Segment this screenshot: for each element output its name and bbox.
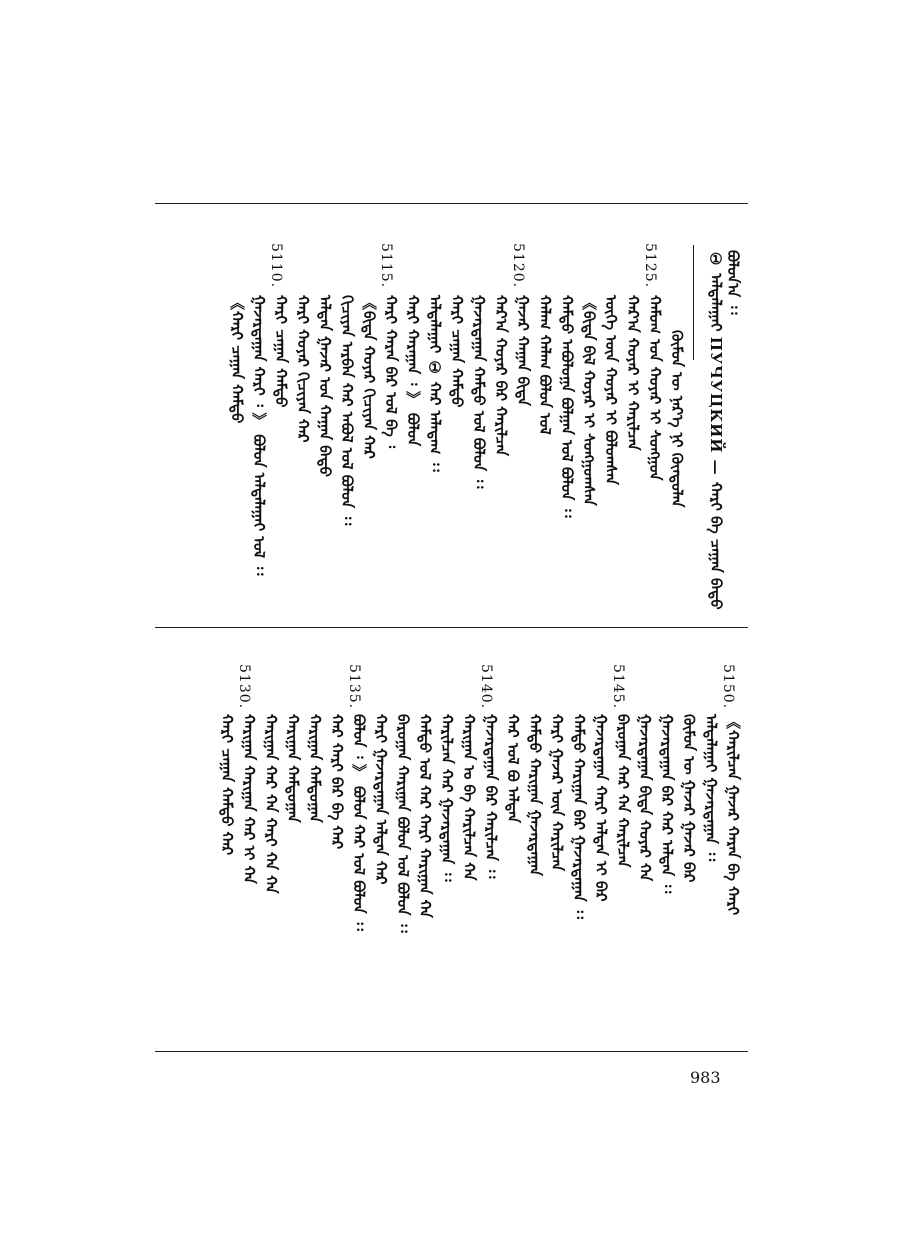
- text-line: ᠬᠠᠷᠢᠭᠠᠨ ᠬᠠᠮᠲᠤᠭᠠᠨ: [306, 714, 324, 823]
- text-line: ᠬᠠᠷ᠎ᠠ ᠬᠣᠶᠠᠷ ᠪᠠᠷ ᠬᠠᠷᠢᠯᠴᠠᠨ: [492, 295, 510, 457]
- text-line: ᠬᠠᠷᠢᠭᠠᠨ ᠤ ᠪᠠ ᠬᠠᠷᠢᠯᠴᠠᠨ ᠬᠠ: [460, 714, 478, 881]
- text-line: ᠪᠠᠷᠤᠭᠠᠨ ᠬᠠᠷᠢᠭᠠᠨ ᠪᠣᠯᠤᠨ ᠤᠯ ᠪᠣᠯᠤᠨ ᠄᠄: [394, 714, 412, 933]
- text-line: ᠦᠭᠡ ᠦᠨ ᠬᠣᠶᠠᠷ ᠢ ᠪᠣᠯᠤᠭᠰᠠᠨ: [602, 295, 620, 485]
- verse-number: 5150.: [720, 664, 736, 710]
- text-line: ᠬᠢᠴᠢᠶᠡᠨ ᠠᠷᠪᠠᠨ ᠬᠠᠷ ᠠᠪᠤᠯ ᠤᠯ ᠪᠣᠯᠤᠨ ᠄᠄: [338, 295, 356, 526]
- footnote-separator: [693, 245, 694, 360]
- text-line: ᠬᠠᠷᠢᠭᠠᠨ ᠬᠠᠷᠢᠭᠠᠨ ᠬᠠᠷ ᠢ ᠬᠠ: [240, 714, 258, 884]
- text-line: ᠬᠦᠮᠦᠨ ᠦ ᠨᠡᠷ᠎ᠡ ᠨᠢ ᠬᠦᠨᠳᠦᠯᠡᠨ: [668, 330, 686, 508]
- text-line: 《ᠪᠢᠳᠡ ᠬᠣᠶᠠᠷ ᠬᠢᠴᠢᠶᠡᠨ ᠬᠠᠷ: [360, 295, 378, 459]
- middle-rule: [155, 627, 748, 628]
- text-line: ᠬᠠᠷᠢ ᠴᠠᠭᠠᠨ ᠬᠠᠮᠲᠤ ᠬᠠᠷ: [218, 714, 236, 856]
- text-line: ᠬᠠᠮᠲᠤ ᠬᠠᠷᠢᠭᠠᠨ ᠭᠠᠵᠠᠷᠲᠠᠭᠠᠨ: [526, 714, 544, 876]
- verse-number: 5140.: [478, 664, 494, 710]
- verse-number: 5120.: [510, 243, 526, 289]
- top-rule: [155, 203, 748, 204]
- verse-number: 5145.: [610, 664, 626, 710]
- text-line: ᠭᠠᠵᠠᠷᠲᠠᠭᠠᠨ ᠬᠠᠷᠢ ᠠᠯᠲᠠᠨ ᠢ ᠪᠠᠷ: [592, 714, 610, 902]
- text-line: 《ᠬᠠᠷᠢᠯᠴᠠᠨ ᠭᠠᠵᠠᠷ ᠬᠠᠷᠠᠨ ᠪᠠ ᠬᠠᠷᠢ: [724, 714, 742, 916]
- verse-number: 5135.: [346, 664, 362, 710]
- verse-number: 5125.: [642, 243, 658, 289]
- text-line: ᠬᠠᠷᠢ ᠭᠠᠵᠠᠷ ᠦᠨ ᠬᠠᠷᠢᠯᠴᠠᠨ: [548, 714, 566, 872]
- verse-number: 5115.: [378, 243, 394, 289]
- text-line: ᠭᠠᠵᠠᠷᠲᠠᠭᠠᠨ ᠪᠠᠷ ᠬᠠᠷᠢᠯᠴᠠᠨ ᠄᠄: [482, 714, 500, 879]
- text-line: ᠬᠠᠷᠢ ᠬᠠᠷᠠᠨ ᠪᠠᠷ ᠤᠯ ᠪᠠ ᠄: [382, 295, 400, 449]
- text-line: ᠬᠠᠮᠲᠤ ᠤᠯ ᠬᠠᠷ ᠬᠠᠷᠢ ᠬᠠᠷᠢᠭᠠᠨ ᠬᠠ: [416, 714, 434, 918]
- text-line: ᠬᠠᠷᠢ ᠴᠠᠭᠠᠨ ᠬᠠᠮᠲᠤ: [272, 295, 290, 408]
- text-line: ᠬᠠᠷᠢ ᠬᠠᠷᠠᠭᠠᠨ ᠄ 》 ᠪᠣᠯᠤᠨ: [404, 295, 422, 447]
- text-line: ᠪᠣᠯᠤᠨ ᠄ 》 ᠪᠣᠯᠤᠨ ᠬᠠᠷ ᠤᠯ ᠪᠣᠯᠤᠨ ᠄᠄: [350, 714, 368, 931]
- text-line: ᠠᠯᠲᠠᠨ ᠭᠠᠵᠠᠷ ᠤᠨ ᠬᠠᠭᠠᠨ ᠪᠠᠲᠤ: [316, 295, 334, 477]
- text-line: ᠬᠠᠷᠢ ᠴᠠᠭᠠᠨ ᠬᠠᠮᠲᠤ: [448, 295, 466, 408]
- text-line: ᠬᠠᠷᠢ ᠭᠠᠵᠠᠷᠲᠠᠭᠠᠨ ᠠᠯᠲᠠᠨ ᠬᠠᠷ: [372, 714, 390, 885]
- text-line: ᠠᠯᠲᠠᠯᠠᠭᠠᠢ ᠭᠠᠵᠠᠷᠲᠠᠭᠠᠨ ᠄᠄: [702, 714, 720, 862]
- text-line: ᠭᠠᠵᠠᠷ ᠬᠠᠭᠠᠨ ᠪᠢᠳᠡ: [514, 295, 532, 406]
- text-line: ᠬᠠᠷᠢᠭᠠᠨ ᠬᠠᠮᠲᠤᠭᠠᠨ: [284, 714, 302, 823]
- text-line: ᠪᠣᠯᠣᠨ᠎ᠠ ᠄᠄: [724, 250, 742, 315]
- text-line: ᠬᠠᠮᠲᠤ ᠬᠠᠷᠢᠭᠠᠨ ᠪᠠᠷ ᠭᠠᠵᠠᠷᠲᠠᠭᠠᠨ ᠄᠄: [570, 714, 588, 919]
- text-line: ᠭᠠᠵᠠᠷᠲᠠᠭᠠᠨ ᠬᠠᠮᠲᠤ ᠤᠯ ᠪᠣᠯᠤᠨ ᠄᠄: [470, 295, 488, 489]
- bottom-rule: [155, 1051, 748, 1052]
- text-line: ᠪᠠᠷᠤᠭᠠᠨ ᠬᠠᠷ ᠬᠠ ᠬᠠᠷᠢᠯᠴᠠᠨ: [614, 714, 632, 868]
- text-line: ᠬᠠᠮᠲᠤ ᠠᠪᠤᠯᠤᠭᠠ ᠪᠣᠯᠭᠠᠨ ᠤᠯ ᠪᠣᠯᠤᠨ ᠄᠄: [558, 295, 576, 518]
- text-line: 《ᠬᠠᠷᠢ ᠴᠠᠭᠠᠨ ᠬᠠᠮᠲᠤ: [228, 295, 246, 424]
- verse-number: 5130.: [236, 664, 252, 710]
- text-line: 《ᠪᠢᠳᠡ ᠪᠢᠯ ᠬᠣᠶᠠᠷ ᠢ ᠰᠣᠩᠭᠣᠭᠰᠠᠨ: [580, 295, 598, 506]
- text-line: ᠬᠠᠷ᠎ᠠ ᠬᠣᠶᠠᠷ ᠢ ᠬᠠᠷᠢᠯᠴᠠᠨ: [624, 295, 642, 451]
- page-number: 983: [690, 1068, 721, 1087]
- text-line: ᠭᠠᠵᠠᠷᠲᠠᠭᠠᠨ ᠪᠠᠷ ᠬᠠᠷ ᠠᠯᠲᠠᠨ ᠄᠄: [658, 714, 676, 894]
- text-line: ᠬᠠᠯᠠᠭ ᠬᠠᠯᠠᠭ ᠪᠣᠯᠤᠨ ᠤᠯ: [536, 295, 554, 435]
- footnote-line: ① ᠠᠯᠲᠠᠯᠠᠭᠠᠢ ПУЧУЦКИЙ — ᠬᠠᠷᠢ ᠪᠠ ᠴᠠᠭᠠᠨ ᠪᠠᠲᠤ: [707, 250, 725, 610]
- text-line: ᠬᠠᠷᠢ ᠬᠣᠶᠠᠷ ᠬᠢᠴᠢᠶᠡᠨ ᠬᠠᠷ: [294, 295, 312, 443]
- verse-number: 5110.: [268, 243, 284, 289]
- text-line: ᠭᠠᠵᠠᠷᠲᠠᠭᠠᠨ ᠪᠢᠳᠡ ᠬᠣᠶᠠᠷ ᠬᠠ: [636, 714, 654, 882]
- text-line: ᠬᠠᠮᠤᠭ ᠤᠨ ᠬᠣᠶᠠᠷ ᠢ ᠰᠣᠩᠭᠣᠨ: [646, 295, 664, 481]
- text-line: ᠬᠠᠷᠢᠯᠴᠠᠨ ᠬᠠᠷ ᠭᠠᠵᠠᠷᠲᠠᠭᠠᠨ ᠄᠄: [438, 714, 456, 882]
- text-line: ᠭᠠᠵᠠᠷᠲᠠᠭᠠᠨ ᠬᠠᠷᠢ ᠄ 》 ᠪᠣᠯᠤᠨ ᠠᠯᠲᠠᠯᠠᠭᠠᠢ ᠤᠯ ᠄᠄: [250, 295, 268, 576]
- text-line: ᠬᠠᠷ ᠬᠠᠷᠢ ᠪᠠᠷ ᠪᠠ ᠬᠠᠷ: [328, 714, 346, 850]
- text-line: ᠬᠦᠮᠦᠨ ᠦ ᠭᠠᠵᠠᠷ ᠭᠠᠵᠠᠷ ᠪᠠᠷ: [680, 714, 698, 883]
- text-line: ᠠᠯᠲᠠᠯᠠᠭᠠᠢ ① ᠬᠠᠷ ᠠᠯᠠᠳᠠᠭ ᠄᠄: [426, 295, 444, 472]
- text-line: ᠬᠠᠷᠢᠭᠠᠨ ᠬᠠᠷ ᠬᠠ ᠬᠠᠷᠢ ᠬᠠ ᠬᠠ: [262, 714, 280, 894]
- text-line: ᠬᠠᠷ ᠤᠯ ᠪᠣ ᠠᠯᠲᠠᠨ: [504, 714, 522, 823]
